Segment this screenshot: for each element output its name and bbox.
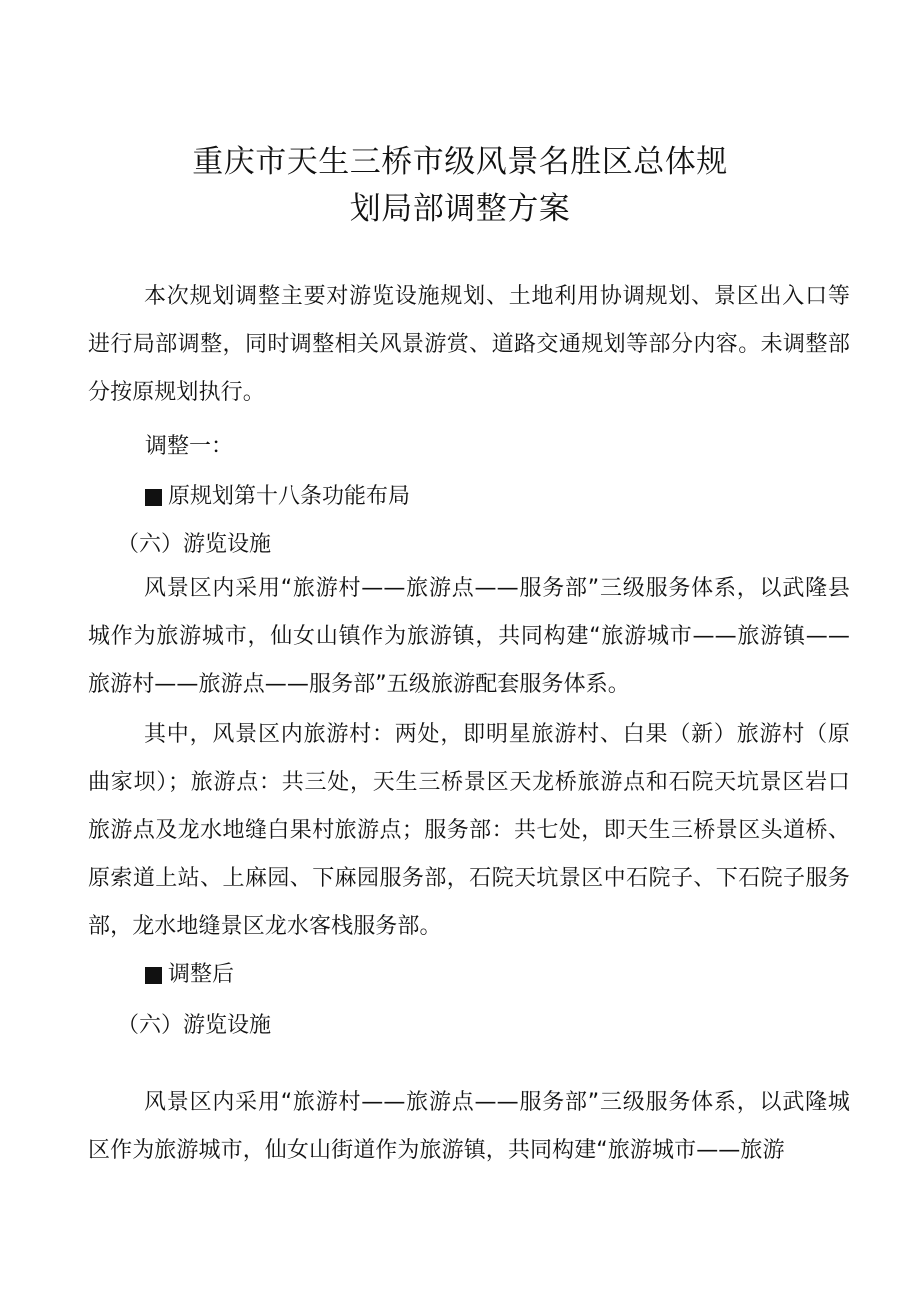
original-plan-paragraph-2: 其中，风景区内旅游村：两处，即明星旅游村、白果（新）旅游村（原曲家坝）；旅游点：共三处，天生三桥景区天龙桥旅游点和石院天坑景区岩口旅游点及龙水地缝白果村旅游点；服务部：共七处，即天生三桥景区头道桥、原索道上站、上麻园、下麻园服务部，石院天坑景区中石院子、下石院子服务部，龙水地缝景区龙水客栈服务部。 <box>88 722 850 939</box>
document-title-line-1: 重庆市天生三桥市级风景名胜区总体规 <box>192 144 728 180</box>
adjusted-plan-heading <box>145 955 234 995</box>
adjusted-plan-subheading: （六）游览设施 <box>117 1013 272 1038</box>
original-plan-subheading: （六）游览设施 <box>117 532 272 557</box>
original-plan-paragraph-1: 风景区内采用“旅游村——旅游点——服务部”三级服务体系，以武隆县城作为旅游城市，仙女山镇作为旅游镇，共同构建“旅游城市——旅游镇——旅游村——旅游点——服务部”五级旅游配套服务体系。 <box>88 576 850 697</box>
adjustment-label: 调整一： <box>145 434 234 459</box>
black-square-icon <box>145 489 162 506</box>
black-square-icon <box>145 967 162 984</box>
adjusted-plan-paragraph-1: 风景区内采用“旅游村——旅游点——服务部”三级服务体系，以武隆城区作为旅游城市，仙女山街道作为旅游镇，共同构建“旅游城市——旅游 <box>88 1090 850 1163</box>
original-plan-heading-text: 原规划第十八条功能布局 <box>168 484 411 509</box>
document-title-line-2: 划局部调整方案 <box>349 191 571 227</box>
adjusted-plan-heading-text: 调整后 <box>168 962 235 987</box>
intro-paragraph: 本次规划调整主要对游览设施规划、土地利用协调规划、景区出入口等进行局部调整，同时调整相关风景游赏、道路交通规划等部分内容。未调整部分按原规划执行。 <box>88 284 850 405</box>
original-plan-heading <box>145 477 410 517</box>
